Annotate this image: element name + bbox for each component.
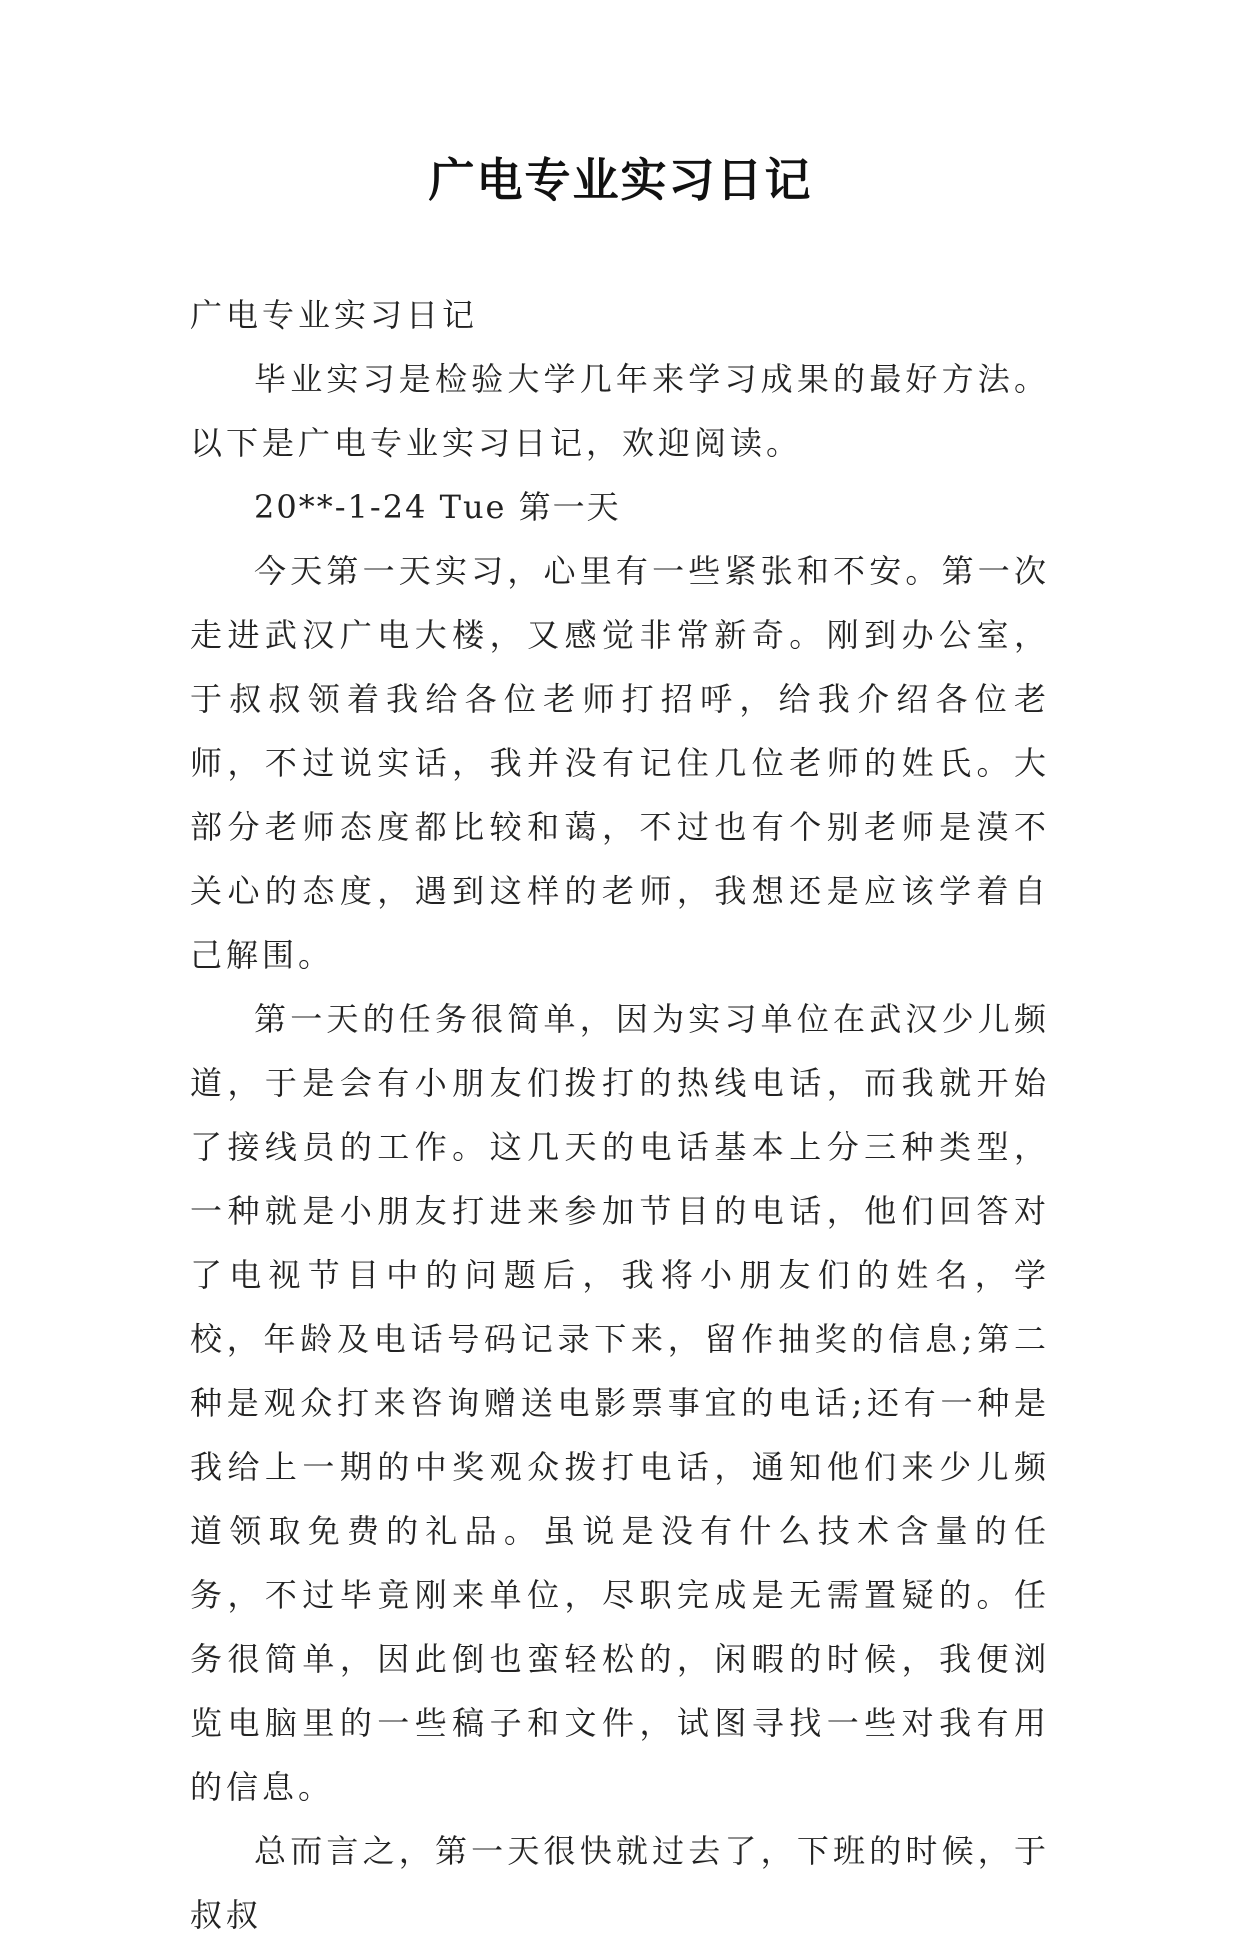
body-paragraph: 今天第一天实习，心里有一些紧张和不安。第一次走进武汉广电大楼，又感觉非常新奇。刚到办公室，于叔叔领着我给各位老师打招呼，给我介绍各位老师，不过说实话，我并没有记住几位老师的姓氏。大部分老师态度都比较和蔼，不过也有个别老师是漠不关心的态度，遇到这样的老师，我想还是应该学着自己解围。 bbox=[190, 552, 1050, 974]
diary-date-line: 20**-1-24 Tue 第一天 bbox=[254, 488, 621, 526]
document-subheading: 广电专业实习日记 bbox=[190, 296, 479, 334]
body-paragraph: 第一天的任务很简单，因为实习单位在武汉少儿频道，于是会有小朋友们拨打的热线电话，而我就开始了接线员的工作。这几天的电话基本上分三种类型，一种就是小朋友打进来参加节目的电话，他们回答对了电视节目中的问题后，我将小朋友们的姓名，学校，年龄及电话号码记录下来，留作抽奖的信息;第二种是观众打来咨询赠送电影票事宜的电话;还有一种是我给上一期的中奖观众拨打电话，通知他们来少儿频道领取免费的礼品。虽说是没有什么技术含量的任务，不过毕竟刚来单位，尽职完成是无需置疑的。任务很简单，因此倒也蛮轻松的，闲暇的时候，我便浏览电脑里的一些稿子和文件，试图寻找一些对我有用的信息。 bbox=[190, 1000, 1050, 1806]
body-paragraph: 总而言之，第一天很快就过去了，下班的时候，于叔叔 bbox=[190, 1832, 1050, 1934]
document-title: 广电专业实习日记 bbox=[428, 153, 813, 207]
intro-paragraph: 毕业实习是检验大学几年来学习成果的最好方法。以下是广电专业实习日记，欢迎阅读。 bbox=[190, 360, 1050, 462]
document-body bbox=[190, 283, 1050, 1947]
